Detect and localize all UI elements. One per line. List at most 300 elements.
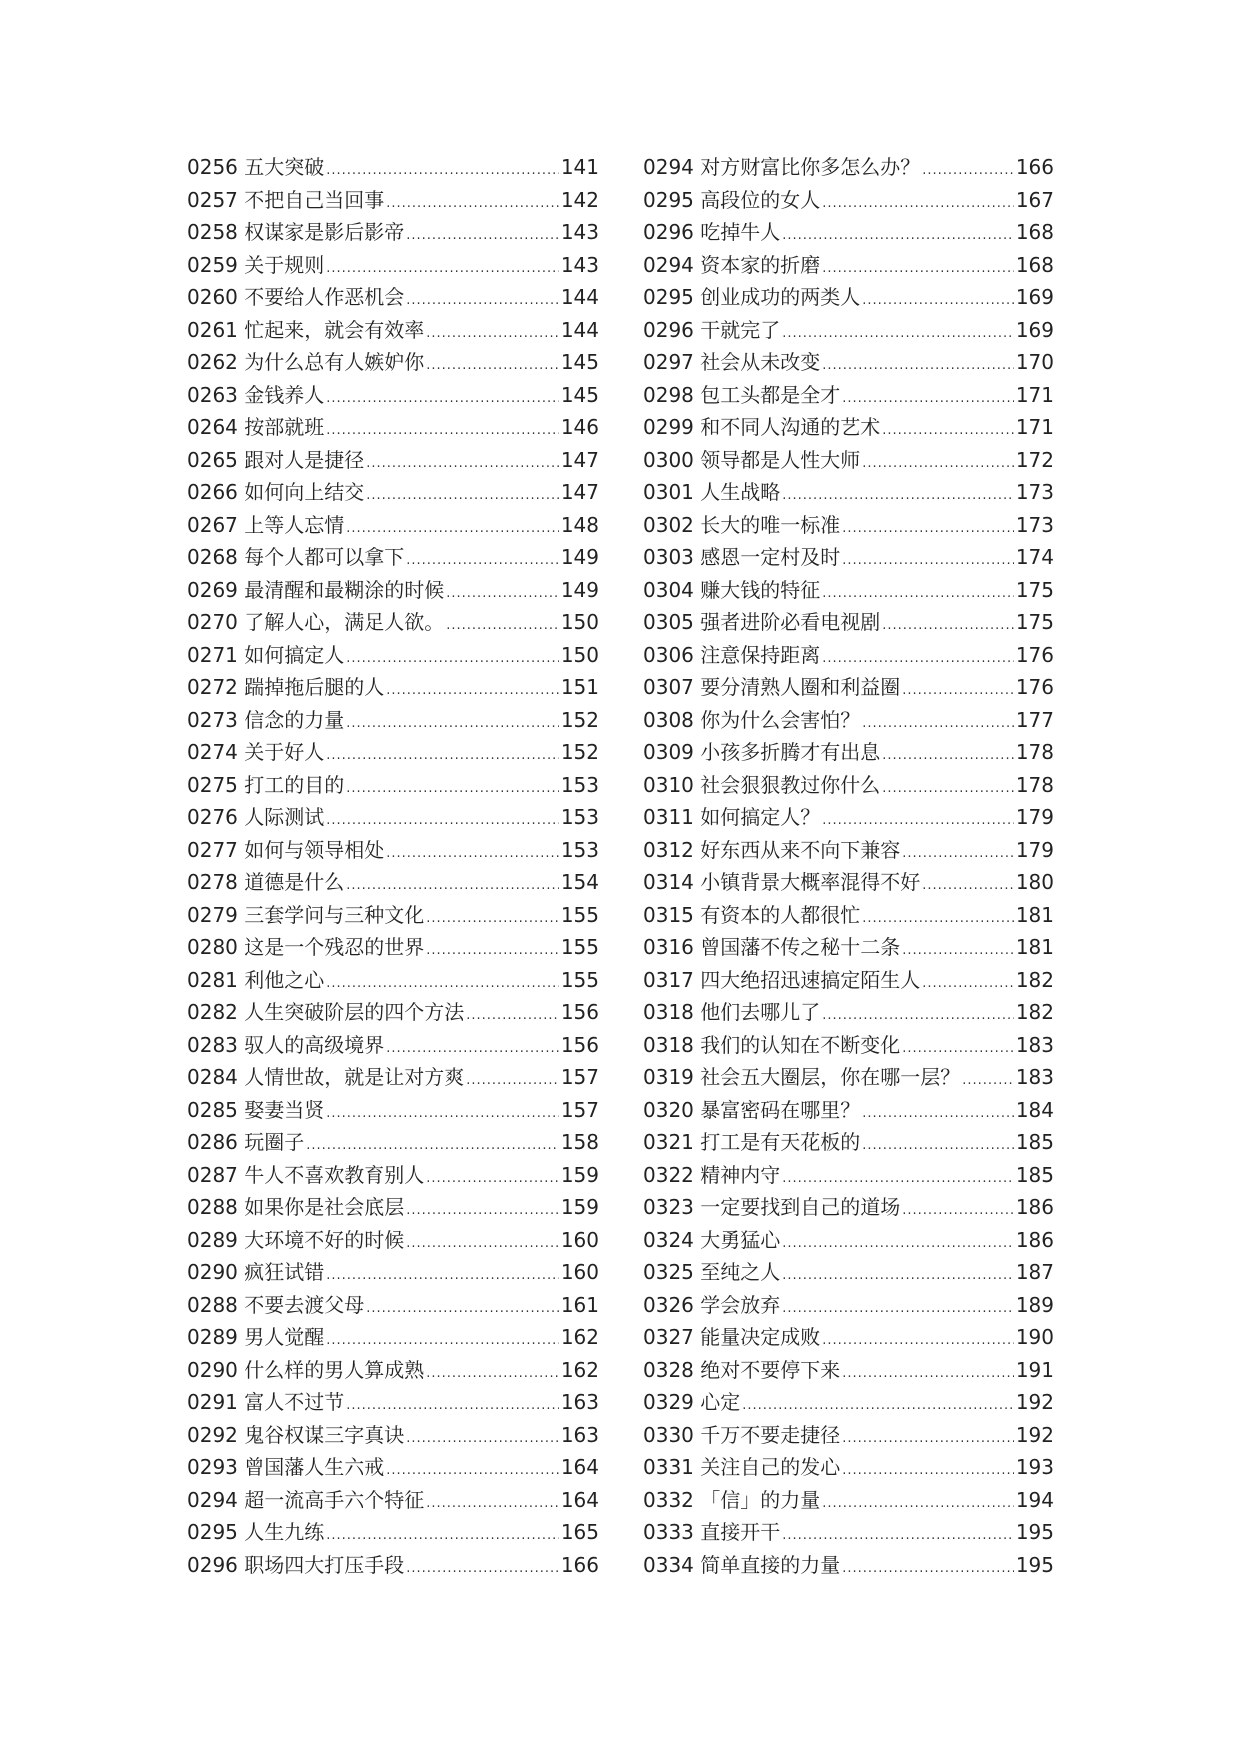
toc-entry[interactable] bbox=[187, 1191, 599, 1224]
toc-leader-dots bbox=[882, 740, 1014, 773]
toc-entry-title: 0334 简单直接的力量 bbox=[643, 1552, 841, 1577]
toc-entry-title: 0305 强者进阶必看电视剧 bbox=[643, 610, 881, 634]
toc-leader-dots bbox=[842, 1358, 1014, 1391]
toc-entry[interactable] bbox=[643, 606, 1054, 639]
toc-page-number: 183 bbox=[1015, 1065, 1054, 1089]
toc-entry-title: 0270 了解人心，满足人欲。 bbox=[187, 610, 445, 634]
toc-page-number: 144 bbox=[560, 285, 599, 309]
toc-leader-dots bbox=[426, 935, 559, 968]
toc-page-number: 143 bbox=[560, 252, 599, 277]
toc-entry-title: 0307 要分清熟人圈和利益圈 bbox=[643, 675, 901, 699]
toc-entry[interactable] bbox=[643, 1224, 1054, 1257]
toc-page-number: 190 bbox=[1015, 1325, 1054, 1349]
toc-page-number: 186 bbox=[1015, 1227, 1054, 1252]
toc-page-number: 142 bbox=[560, 187, 599, 212]
toc-entry-title: 0327 能量决定成败 bbox=[643, 1325, 821, 1349]
toc-leader-dots bbox=[426, 1163, 559, 1196]
toc-entry[interactable] bbox=[187, 671, 599, 704]
toc-entry-title: 0296 吃掉牛人 bbox=[643, 220, 781, 244]
toc-page-number: 158 bbox=[560, 1130, 599, 1154]
toc-entry[interactable] bbox=[643, 249, 1054, 282]
toc-page-number: 182 bbox=[1015, 967, 1054, 992]
toc-page-number: 173 bbox=[1015, 512, 1054, 537]
toc-entry-title: 0292 鬼谷权谋三字真诀 bbox=[187, 1422, 405, 1447]
toc-leader-dots bbox=[822, 1325, 1014, 1358]
toc-page-number: 176 bbox=[1015, 642, 1054, 667]
toc-leader-dots bbox=[842, 1423, 1014, 1456]
toc-entry-title: 0332 「信」的力量 bbox=[643, 1487, 821, 1512]
toc-page-number: 171 bbox=[1015, 415, 1054, 439]
toc-entry[interactable] bbox=[187, 801, 599, 834]
toc-entry-title: 0286 玩圈子 bbox=[187, 1130, 305, 1154]
toc-page-number: 153 bbox=[560, 805, 599, 829]
toc-entry-title: 0285 娶妻当贤 bbox=[187, 1097, 325, 1122]
toc-entry-title: 0283 驭人的高级境界 bbox=[187, 1032, 385, 1057]
toc-leader-dots bbox=[406, 220, 559, 253]
toc-entry-title: 0295 人生九练 bbox=[187, 1520, 325, 1544]
toc-entry-title: 0284 人情世故，就是让对方爽 bbox=[187, 1065, 465, 1089]
toc-entry-title: 0279 三套学问与三种文化 bbox=[187, 902, 425, 927]
toc-entry-title: 0258 权谋家是影后影帝 bbox=[187, 220, 405, 244]
toc-entry[interactable] bbox=[643, 476, 1054, 509]
toc-page-number: 153 bbox=[560, 837, 599, 862]
toc-entry-title: 0288 如果你是社会底层 bbox=[187, 1195, 405, 1219]
toc-entry-title: 0267 上等人忘情 bbox=[187, 512, 345, 537]
toc-entry[interactable] bbox=[643, 281, 1054, 314]
toc-page-number: 160 bbox=[560, 1227, 599, 1252]
toc-leader-dots bbox=[882, 773, 1014, 806]
toc-column-right bbox=[643, 151, 1054, 1581]
toc-page-number: 155 bbox=[560, 935, 599, 959]
toc-leader-dots bbox=[446, 578, 559, 611]
toc-entry[interactable] bbox=[643, 411, 1054, 444]
toc-entry[interactable] bbox=[187, 1419, 599, 1452]
toc-entry-title: 0301 人生战略 bbox=[643, 480, 781, 504]
toc-entry[interactable] bbox=[187, 769, 599, 802]
toc-entry-title: 0314 小镇背景大概率混得不好 bbox=[643, 870, 921, 894]
toc-entry-title: 0328 绝对不要停下来 bbox=[643, 1357, 841, 1382]
toc-entry-title: 0297 社会从未改变 bbox=[643, 350, 821, 374]
toc-leader-dots bbox=[842, 545, 1014, 578]
toc-leader-dots bbox=[326, 383, 559, 416]
toc-entry[interactable] bbox=[643, 704, 1054, 737]
toc-entry[interactable] bbox=[187, 834, 599, 867]
toc-entry[interactable] bbox=[643, 1289, 1054, 1322]
toc-entry-title: 0261 忙起来，就会有效率 bbox=[187, 317, 425, 342]
toc-entry[interactable] bbox=[643, 444, 1054, 477]
toc-page-number: 175 bbox=[1015, 610, 1054, 634]
toc-leader-dots bbox=[446, 610, 559, 643]
toc-leader-dots bbox=[782, 1260, 1014, 1293]
toc-entry[interactable] bbox=[187, 509, 599, 542]
toc-entry-title: 0318 我们的认知在不断变化 bbox=[643, 1032, 901, 1057]
toc-entry-title: 0325 至纯之人 bbox=[643, 1260, 781, 1284]
toc-entry-title: 0311 如何搞定人？ bbox=[643, 805, 821, 829]
toc-page-number: 163 bbox=[560, 1422, 599, 1447]
toc-page-number: 143 bbox=[560, 220, 599, 244]
toc-page-number: 187 bbox=[1015, 1260, 1054, 1284]
toc-entry-title: 0287 牛人不喜欢教育别人 bbox=[187, 1162, 425, 1187]
toc-entry-title: 0289 大环境不好的时候 bbox=[187, 1227, 405, 1252]
toc-entry[interactable] bbox=[643, 639, 1054, 672]
toc-leader-dots bbox=[346, 708, 559, 741]
toc-entry[interactable] bbox=[643, 1321, 1054, 1354]
toc-page-number: 168 bbox=[1015, 220, 1054, 244]
toc-page-number: 157 bbox=[560, 1097, 599, 1122]
toc-page-number: 144 bbox=[560, 317, 599, 342]
toc-entry[interactable] bbox=[187, 1321, 599, 1354]
toc-leader-dots bbox=[962, 1065, 1014, 1098]
toc-entry[interactable] bbox=[187, 1549, 599, 1582]
toc-page-number: 151 bbox=[560, 675, 599, 699]
toc-entry[interactable] bbox=[187, 314, 599, 347]
toc-entry[interactable] bbox=[187, 411, 599, 444]
toc-page-number: 155 bbox=[560, 967, 599, 992]
toc-entry-title: 0319 社会五大圈层，你在哪一层？ bbox=[643, 1065, 961, 1089]
toc-entry[interactable] bbox=[643, 899, 1054, 932]
toc-entry-title: 0288 不要去渡父母 bbox=[187, 1292, 365, 1317]
toc-leader-dots bbox=[842, 513, 1014, 546]
toc-leader-dots bbox=[466, 1000, 559, 1033]
toc-leader-dots bbox=[862, 708, 1014, 741]
toc-entry[interactable] bbox=[643, 996, 1054, 1029]
toc-entry[interactable] bbox=[187, 1029, 599, 1062]
toc-entry-title: 0271 如何搞定人 bbox=[187, 642, 345, 667]
toc-entry-title: 0326 学会放弃 bbox=[643, 1292, 781, 1317]
toc-leader-dots bbox=[426, 1358, 559, 1391]
toc-entry-title: 0294 对方财富比你多怎么办？ bbox=[643, 155, 921, 179]
toc-leader-dots bbox=[922, 870, 1014, 903]
toc-entry[interactable] bbox=[643, 1516, 1054, 1549]
toc-page-number: 179 bbox=[1015, 805, 1054, 829]
toc-entry[interactable] bbox=[643, 671, 1054, 704]
toc-entry[interactable] bbox=[187, 736, 599, 769]
toc-entry-title: 0263 金钱养人 bbox=[187, 382, 325, 407]
toc-entry[interactable] bbox=[187, 1484, 599, 1517]
toc-leader-dots bbox=[406, 1553, 559, 1586]
toc-leader-dots bbox=[386, 675, 559, 708]
toc-page-number: 154 bbox=[560, 870, 599, 894]
toc-page-number: 174 bbox=[1015, 545, 1054, 569]
toc-entry[interactable] bbox=[187, 964, 599, 997]
toc-page-number: 162 bbox=[560, 1357, 599, 1382]
toc-page-number: 185 bbox=[1015, 1162, 1054, 1187]
toc-leader-dots bbox=[922, 968, 1014, 1001]
toc-page-number: 164 bbox=[560, 1487, 599, 1512]
toc-entry[interactable] bbox=[643, 1419, 1054, 1452]
toc-entry-title: 0281 利他之心 bbox=[187, 967, 325, 992]
toc-page-number: 165 bbox=[560, 1520, 599, 1544]
toc-page-number: 178 bbox=[1015, 772, 1054, 797]
toc-entry[interactable] bbox=[187, 1386, 599, 1419]
toc-leader-dots bbox=[346, 773, 559, 806]
toc-entry[interactable] bbox=[187, 899, 599, 932]
toc-entry[interactable] bbox=[643, 1029, 1054, 1062]
toc-page-number: 146 bbox=[560, 415, 599, 439]
toc-page-number: 181 bbox=[1015, 935, 1054, 959]
toc-page-number: 162 bbox=[560, 1325, 599, 1349]
toc-entry-title: 0282 人生突破阶层的四个方法 bbox=[187, 1000, 465, 1024]
toc-page-number: 145 bbox=[560, 350, 599, 374]
toc-entry[interactable] bbox=[187, 1224, 599, 1257]
toc-entry-title: 0289 男人觉醒 bbox=[187, 1325, 325, 1349]
toc-entry-title: 0280 这是一个残忍的世界 bbox=[187, 935, 425, 959]
toc-entry-title: 0306 注意保持距离 bbox=[643, 642, 821, 667]
toc-page-number: 175 bbox=[1015, 577, 1054, 602]
toc-entry-title: 0294 超一流高手六个特征 bbox=[187, 1487, 425, 1512]
toc-page-number: 141 bbox=[560, 155, 599, 179]
toc-entry-title: 0329 心定 bbox=[643, 1390, 741, 1414]
toc-leader-dots bbox=[326, 740, 559, 773]
toc-leader-dots bbox=[862, 1098, 1014, 1131]
toc-entry[interactable] bbox=[643, 1126, 1054, 1159]
toc-entry-title: 0264 按部就班 bbox=[187, 415, 325, 439]
toc-entry-title: 0259 关于规则 bbox=[187, 252, 325, 277]
toc-entry[interactable] bbox=[187, 1094, 599, 1127]
toc-entry[interactable] bbox=[643, 1061, 1054, 1094]
toc-page-number: 155 bbox=[560, 902, 599, 927]
toc-entry[interactable] bbox=[187, 1516, 599, 1549]
toc-entry-title: 0296 干就完了 bbox=[643, 317, 781, 342]
toc-entry-title: 0330 千万不要走捷径 bbox=[643, 1422, 841, 1447]
toc-page-number: 180 bbox=[1015, 870, 1054, 894]
toc-entry-title: 0331 关注自己的发心 bbox=[643, 1455, 841, 1479]
toc-entry[interactable] bbox=[643, 1159, 1054, 1192]
toc-page-number: 156 bbox=[560, 1000, 599, 1024]
toc-page-number: 167 bbox=[1015, 187, 1054, 212]
toc-entry[interactable] bbox=[187, 996, 599, 1029]
toc-entry-title: 0312 好东西从来不向下兼容 bbox=[643, 837, 901, 862]
toc-leader-dots bbox=[466, 1065, 559, 1098]
toc-entry[interactable] bbox=[187, 1451, 599, 1484]
toc-entry[interactable] bbox=[643, 1451, 1054, 1484]
toc-entry[interactable] bbox=[643, 736, 1054, 769]
toc-entry-title: 0293 曾国藩人生六戒 bbox=[187, 1455, 385, 1479]
toc-entry[interactable] bbox=[643, 931, 1054, 964]
toc-entry[interactable] bbox=[187, 346, 599, 379]
toc-entry-title: 0295 高段位的女人 bbox=[643, 187, 821, 212]
toc-page-number: 159 bbox=[560, 1162, 599, 1187]
toc-page-number: 169 bbox=[1015, 285, 1054, 309]
toc-page-number: 147 bbox=[560, 480, 599, 504]
toc-page-number: 150 bbox=[560, 642, 599, 667]
toc-page-number: 178 bbox=[1015, 740, 1054, 764]
toc-entry[interactable] bbox=[643, 866, 1054, 899]
toc-entry[interactable] bbox=[187, 1354, 599, 1387]
toc-entry[interactable] bbox=[187, 379, 599, 412]
toc-entry-title: 0324 大勇猛心 bbox=[643, 1227, 781, 1252]
toc-entry-title: 0304 赚大钱的特征 bbox=[643, 577, 821, 602]
toc-page-number: 145 bbox=[560, 382, 599, 407]
toc-entry[interactable] bbox=[643, 541, 1054, 574]
toc-entry[interactable] bbox=[187, 249, 599, 282]
toc-page-number: 163 bbox=[560, 1390, 599, 1414]
toc-leader-dots bbox=[366, 448, 559, 481]
toc-entry[interactable] bbox=[187, 606, 599, 639]
toc-entry[interactable] bbox=[643, 1386, 1054, 1419]
toc-page-number: 195 bbox=[1015, 1552, 1054, 1577]
toc-entry[interactable] bbox=[643, 1484, 1054, 1517]
toc-page-number: 186 bbox=[1015, 1195, 1054, 1219]
toc-leader-dots bbox=[366, 480, 559, 513]
toc-page-number: 150 bbox=[560, 610, 599, 634]
toc-leader-dots bbox=[386, 838, 559, 871]
toc-page-number: 149 bbox=[560, 545, 599, 569]
toc-entry-title: 0302 长大的唯一标准 bbox=[643, 512, 841, 537]
toc-page-number: 157 bbox=[560, 1065, 599, 1089]
toc-page-number: 159 bbox=[560, 1195, 599, 1219]
toc-leader-dots bbox=[822, 1488, 1014, 1521]
toc-entry[interactable] bbox=[187, 1289, 599, 1322]
toc-entry[interactable] bbox=[187, 1061, 599, 1094]
toc-entry[interactable] bbox=[643, 509, 1054, 542]
toc-entry-title: 0323 一定要找到自己的道场 bbox=[643, 1195, 901, 1219]
toc-leader-dots bbox=[426, 318, 559, 351]
toc-entry-title: 0318 他们去哪儿了 bbox=[643, 1000, 821, 1024]
toc-leader-dots bbox=[862, 1130, 1014, 1163]
toc-entry-title: 0269 最清醒和最糊涂的时候 bbox=[187, 577, 445, 602]
toc-page-number: 166 bbox=[1015, 155, 1054, 179]
toc-entry-title: 0295 创业成功的两类人 bbox=[643, 285, 861, 309]
toc-page-number: 191 bbox=[1015, 1357, 1054, 1382]
toc-page-number: 184 bbox=[1015, 1097, 1054, 1122]
toc-page-number: 179 bbox=[1015, 837, 1054, 862]
toc-entry-title: 0322 精神内守 bbox=[643, 1162, 781, 1187]
toc-entry-title: 0262 为什么总有人嫉妒你 bbox=[187, 350, 425, 374]
toc-entry[interactable] bbox=[643, 314, 1054, 347]
toc-leader-dots bbox=[902, 1195, 1014, 1228]
toc-leader-dots bbox=[406, 1228, 559, 1261]
toc-entry[interactable] bbox=[187, 281, 599, 314]
toc-page-number: 177 bbox=[1015, 707, 1054, 732]
toc-page-number: 169 bbox=[1015, 317, 1054, 342]
toc-entry[interactable] bbox=[187, 866, 599, 899]
toc-entry[interactable] bbox=[643, 769, 1054, 802]
toc-leader-dots bbox=[406, 285, 559, 318]
toc-entry[interactable] bbox=[187, 639, 599, 672]
toc-page-number: 164 bbox=[560, 1455, 599, 1479]
toc-entry-title: 0277 如何与领导相处 bbox=[187, 837, 385, 862]
toc-entry[interactable] bbox=[187, 1126, 599, 1159]
toc-leader-dots bbox=[426, 903, 559, 936]
toc-entry-title: 0276 人际测试 bbox=[187, 805, 325, 829]
toc-entry[interactable] bbox=[643, 1256, 1054, 1289]
toc-entry-title: 0303 感恩一定村及时 bbox=[643, 545, 841, 569]
toc-entry-title: 0316 曾国藩不传之秘十二条 bbox=[643, 935, 901, 959]
toc-entry[interactable] bbox=[643, 346, 1054, 379]
toc-entry[interactable] bbox=[187, 151, 599, 184]
toc-page-number: 152 bbox=[560, 707, 599, 732]
toc-entry-title: 0315 有资本的人都很忙 bbox=[643, 902, 861, 927]
toc-entry[interactable] bbox=[643, 184, 1054, 217]
toc-entry[interactable] bbox=[643, 1354, 1054, 1387]
toc-entry-title: 0294 资本家的折磨 bbox=[643, 252, 821, 277]
toc-entry-title: 0257 不把自己当回事 bbox=[187, 187, 385, 212]
toc-page-number: 192 bbox=[1015, 1390, 1054, 1414]
toc-entry[interactable] bbox=[187, 444, 599, 477]
toc-entry[interactable] bbox=[643, 216, 1054, 249]
toc-page-number: 176 bbox=[1015, 675, 1054, 699]
toc-entry[interactable] bbox=[643, 964, 1054, 997]
toc-entry-title: 0290 什么样的男人算成熟 bbox=[187, 1357, 425, 1382]
toc-entry-title: 0278 道德是什么 bbox=[187, 870, 345, 894]
toc-entry-title: 0309 小孩多折腾才有出息 bbox=[643, 740, 881, 764]
toc-leader-dots bbox=[782, 1228, 1014, 1261]
toc-leader-dots bbox=[406, 1423, 559, 1456]
toc-page-number: 171 bbox=[1015, 382, 1054, 407]
toc-page-number: 193 bbox=[1015, 1455, 1054, 1479]
toc-page-number: 148 bbox=[560, 512, 599, 537]
toc-page-number: 172 bbox=[1015, 447, 1054, 472]
toc-page-number: 192 bbox=[1015, 1422, 1054, 1447]
toc-entry-title: 0300 领导都是人性大师 bbox=[643, 447, 861, 472]
toc-entry-title: 0299 和不同人沟通的艺术 bbox=[643, 415, 881, 439]
toc-entry-title: 0298 包工头都是全才 bbox=[643, 382, 841, 407]
toc-page-number: 147 bbox=[560, 447, 599, 472]
toc-leader-dots bbox=[902, 675, 1014, 708]
toc-leader-dots bbox=[862, 285, 1014, 318]
toc-entry[interactable] bbox=[187, 1159, 599, 1192]
toc-entry[interactable] bbox=[187, 476, 599, 509]
toc-entry-title: 0308 你为什么会害怕？ bbox=[643, 707, 861, 732]
toc-entry[interactable] bbox=[187, 216, 599, 249]
toc-page-number: 189 bbox=[1015, 1292, 1054, 1317]
toc-entry[interactable] bbox=[187, 574, 599, 607]
toc-page-number: 181 bbox=[1015, 902, 1054, 927]
toc-leader-dots bbox=[842, 1455, 1014, 1488]
toc-entry[interactable] bbox=[187, 704, 599, 737]
toc-leader-dots bbox=[366, 1293, 559, 1326]
toc-page-number: 166 bbox=[560, 1552, 599, 1577]
toc-leader-dots bbox=[426, 350, 559, 383]
toc-entry[interactable] bbox=[643, 1549, 1054, 1582]
toc-leader-dots bbox=[326, 1098, 559, 1131]
toc-page-number: 183 bbox=[1015, 1032, 1054, 1057]
toc-entry[interactable] bbox=[643, 1094, 1054, 1127]
toc-leader-dots bbox=[822, 350, 1014, 383]
toc-entry-title: 0273 信念的力量 bbox=[187, 707, 345, 732]
toc-entry-title: 0317 四大绝招迅速搞定陌生人 bbox=[643, 967, 921, 992]
toc-entry-title: 0275 打工的目的 bbox=[187, 772, 345, 797]
toc-column-left bbox=[187, 151, 599, 1581]
toc-entry[interactable] bbox=[643, 574, 1054, 607]
toc-page-number: 185 bbox=[1015, 1130, 1054, 1154]
toc-entry-title: 0296 职场四大打压手段 bbox=[187, 1552, 405, 1577]
toc-entry-title: 0265 跟对人是捷径 bbox=[187, 447, 365, 472]
toc-entry[interactable] bbox=[643, 834, 1054, 867]
toc-page-number: 152 bbox=[560, 740, 599, 764]
toc-leader-dots bbox=[822, 188, 1014, 221]
toc-entry[interactable] bbox=[187, 1256, 599, 1289]
toc-entry-title: 0290 疯狂试错 bbox=[187, 1260, 325, 1284]
toc-entry-title: 0291 富人不过节 bbox=[187, 1390, 345, 1414]
toc-entry[interactable] bbox=[643, 151, 1054, 184]
toc-page-number: 168 bbox=[1015, 252, 1054, 277]
toc-page-number: 182 bbox=[1015, 1000, 1054, 1024]
toc-page-number: 194 bbox=[1015, 1487, 1054, 1512]
toc-entry[interactable] bbox=[643, 379, 1054, 412]
toc-entry[interactable] bbox=[187, 184, 599, 217]
toc-entry-title: 0320 暴富密码在哪里？ bbox=[643, 1097, 861, 1122]
toc-entry[interactable] bbox=[643, 1191, 1054, 1224]
toc-entry[interactable] bbox=[187, 541, 599, 574]
toc-page-number: 170 bbox=[1015, 350, 1054, 374]
toc-leader-dots bbox=[406, 1195, 559, 1228]
toc-entry[interactable] bbox=[643, 801, 1054, 834]
toc-entry[interactable] bbox=[187, 931, 599, 964]
toc-page-number: 149 bbox=[560, 577, 599, 602]
toc-entry-title: 0310 社会狠狠教过你什么 bbox=[643, 772, 881, 797]
